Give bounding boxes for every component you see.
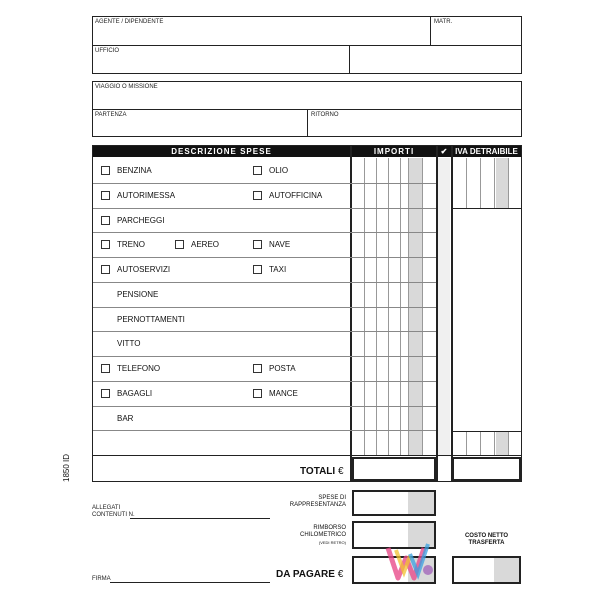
totals-vat-box[interactable] [452, 457, 521, 481]
amount-cell[interactable] [352, 307, 436, 332]
expense-checkbox[interactable] [253, 240, 262, 249]
expense-item-label: AUTORIMESSA [117, 191, 176, 200]
amount-cell[interactable] [352, 158, 436, 183]
expense-checkbox[interactable] [253, 265, 262, 274]
attachments-label-1: ALLEGATI [92, 505, 121, 511]
expense-item-label: AEREO [191, 240, 220, 249]
return-field[interactable] [308, 120, 521, 136]
totals-label: TOTALI € [300, 466, 344, 477]
amount-cell[interactable] [352, 430, 436, 455]
totals-amount-box[interactable] [352, 457, 436, 481]
expense-item-label: TAXI [269, 265, 287, 274]
amount-cell[interactable] [352, 282, 436, 307]
check-column [438, 158, 450, 455]
side-code: 1850 ID [62, 453, 71, 482]
attachments-line[interactable] [130, 518, 270, 519]
expense-item-label: POSTA [269, 364, 296, 373]
amount-cell[interactable] [352, 381, 436, 406]
representation-label: SPESE DI RAPPRESENTANZA [289, 495, 346, 508]
expense-item-label: NAVE [269, 240, 291, 249]
expense-item-label: PENSIONE [117, 290, 159, 299]
check-header: ✔ [437, 146, 451, 157]
expense-item-label: AUTOFFICINA [269, 191, 323, 200]
expense-checkbox[interactable] [101, 191, 110, 200]
expense-item-label: PERNOTTAMENTI [117, 315, 185, 324]
expense-checkbox[interactable] [253, 166, 262, 175]
expense-item-label: PARCHEGGI [117, 216, 165, 225]
signature-line[interactable] [110, 582, 270, 583]
amount-cell[interactable] [352, 406, 436, 431]
departure-field[interactable] [93, 120, 306, 136]
agent-field[interactable] [93, 27, 429, 44]
expense-item-label: VITTO [117, 339, 141, 348]
office-field[interactable] [93, 56, 348, 73]
expense-item-label: TRENO [117, 240, 145, 249]
amount-cell[interactable] [352, 331, 436, 356]
amounts-header: IMPORTI [352, 146, 436, 157]
expense-item-label: OLIO [269, 166, 289, 175]
vat-grid-bottom [452, 431, 521, 455]
expense-checkbox[interactable] [101, 166, 110, 175]
net-cost-label: COSTO NETTO TRASFERTA [464, 533, 509, 546]
matr-field[interactable] [431, 27, 521, 44]
watermark-logo-icon [384, 540, 434, 584]
expense-checkbox[interactable] [101, 216, 110, 225]
expense-checkbox[interactable] [253, 364, 262, 373]
office-divider [349, 45, 350, 74]
matr-label: MATR. [434, 19, 453, 25]
vat-grid-top [452, 158, 521, 208]
trip-label: VIAGGIO O MISSIONE [95, 84, 158, 90]
expense-item-label: BAR [117, 414, 134, 423]
expense-checkbox[interactable] [101, 240, 110, 249]
expense-checkbox[interactable] [101, 389, 110, 398]
totals-top-line [92, 455, 522, 456]
expense-checkbox[interactable] [101, 364, 110, 373]
signature-label: FIRMA [92, 576, 111, 582]
expense-item-label: MANCE [269, 389, 298, 398]
vat-grid-bottom-border [452, 431, 521, 432]
vat-grid-top-border [452, 208, 521, 209]
amount-cell[interactable] [352, 183, 436, 208]
departure-label: PARTENZA [95, 112, 127, 118]
to-pay-label: DA PAGARE € [276, 569, 344, 580]
net-cost-grey [494, 558, 519, 582]
office-label: UFFICIO [95, 48, 119, 54]
expense-checkbox[interactable] [175, 240, 184, 249]
representation-grey [408, 492, 434, 514]
expense-checkbox[interactable] [101, 265, 110, 274]
expense-item-label: BAGAGLI [117, 389, 153, 398]
amount-cell[interactable] [352, 257, 436, 282]
return-label: RITORNO [311, 112, 339, 118]
amount-cell[interactable] [352, 356, 436, 381]
mileage-label: RIMBORSO CHILOMETRICO (VEDI RETRO) [299, 525, 346, 545]
amount-cell[interactable] [352, 208, 436, 233]
expense-item-label: TELEFONO [117, 364, 161, 373]
desc-header: DESCRIZIONE SPESE [93, 146, 350, 157]
vat-header: IVA DETRAIBILE [452, 146, 521, 157]
attachments-label-2: CONTENUTI N. [92, 512, 135, 518]
expense-checkbox[interactable] [253, 389, 262, 398]
expense-item-label: BENZINA [117, 166, 152, 175]
agent-divider [92, 45, 522, 46]
expense-item-label: AUTOSERVIZI [117, 265, 171, 274]
amount-cell[interactable] [352, 232, 436, 257]
trip-field[interactable] [93, 92, 521, 108]
agent-label: AGENTE / DIPENDENTE [95, 19, 164, 25]
expense-checkbox[interactable] [253, 191, 262, 200]
